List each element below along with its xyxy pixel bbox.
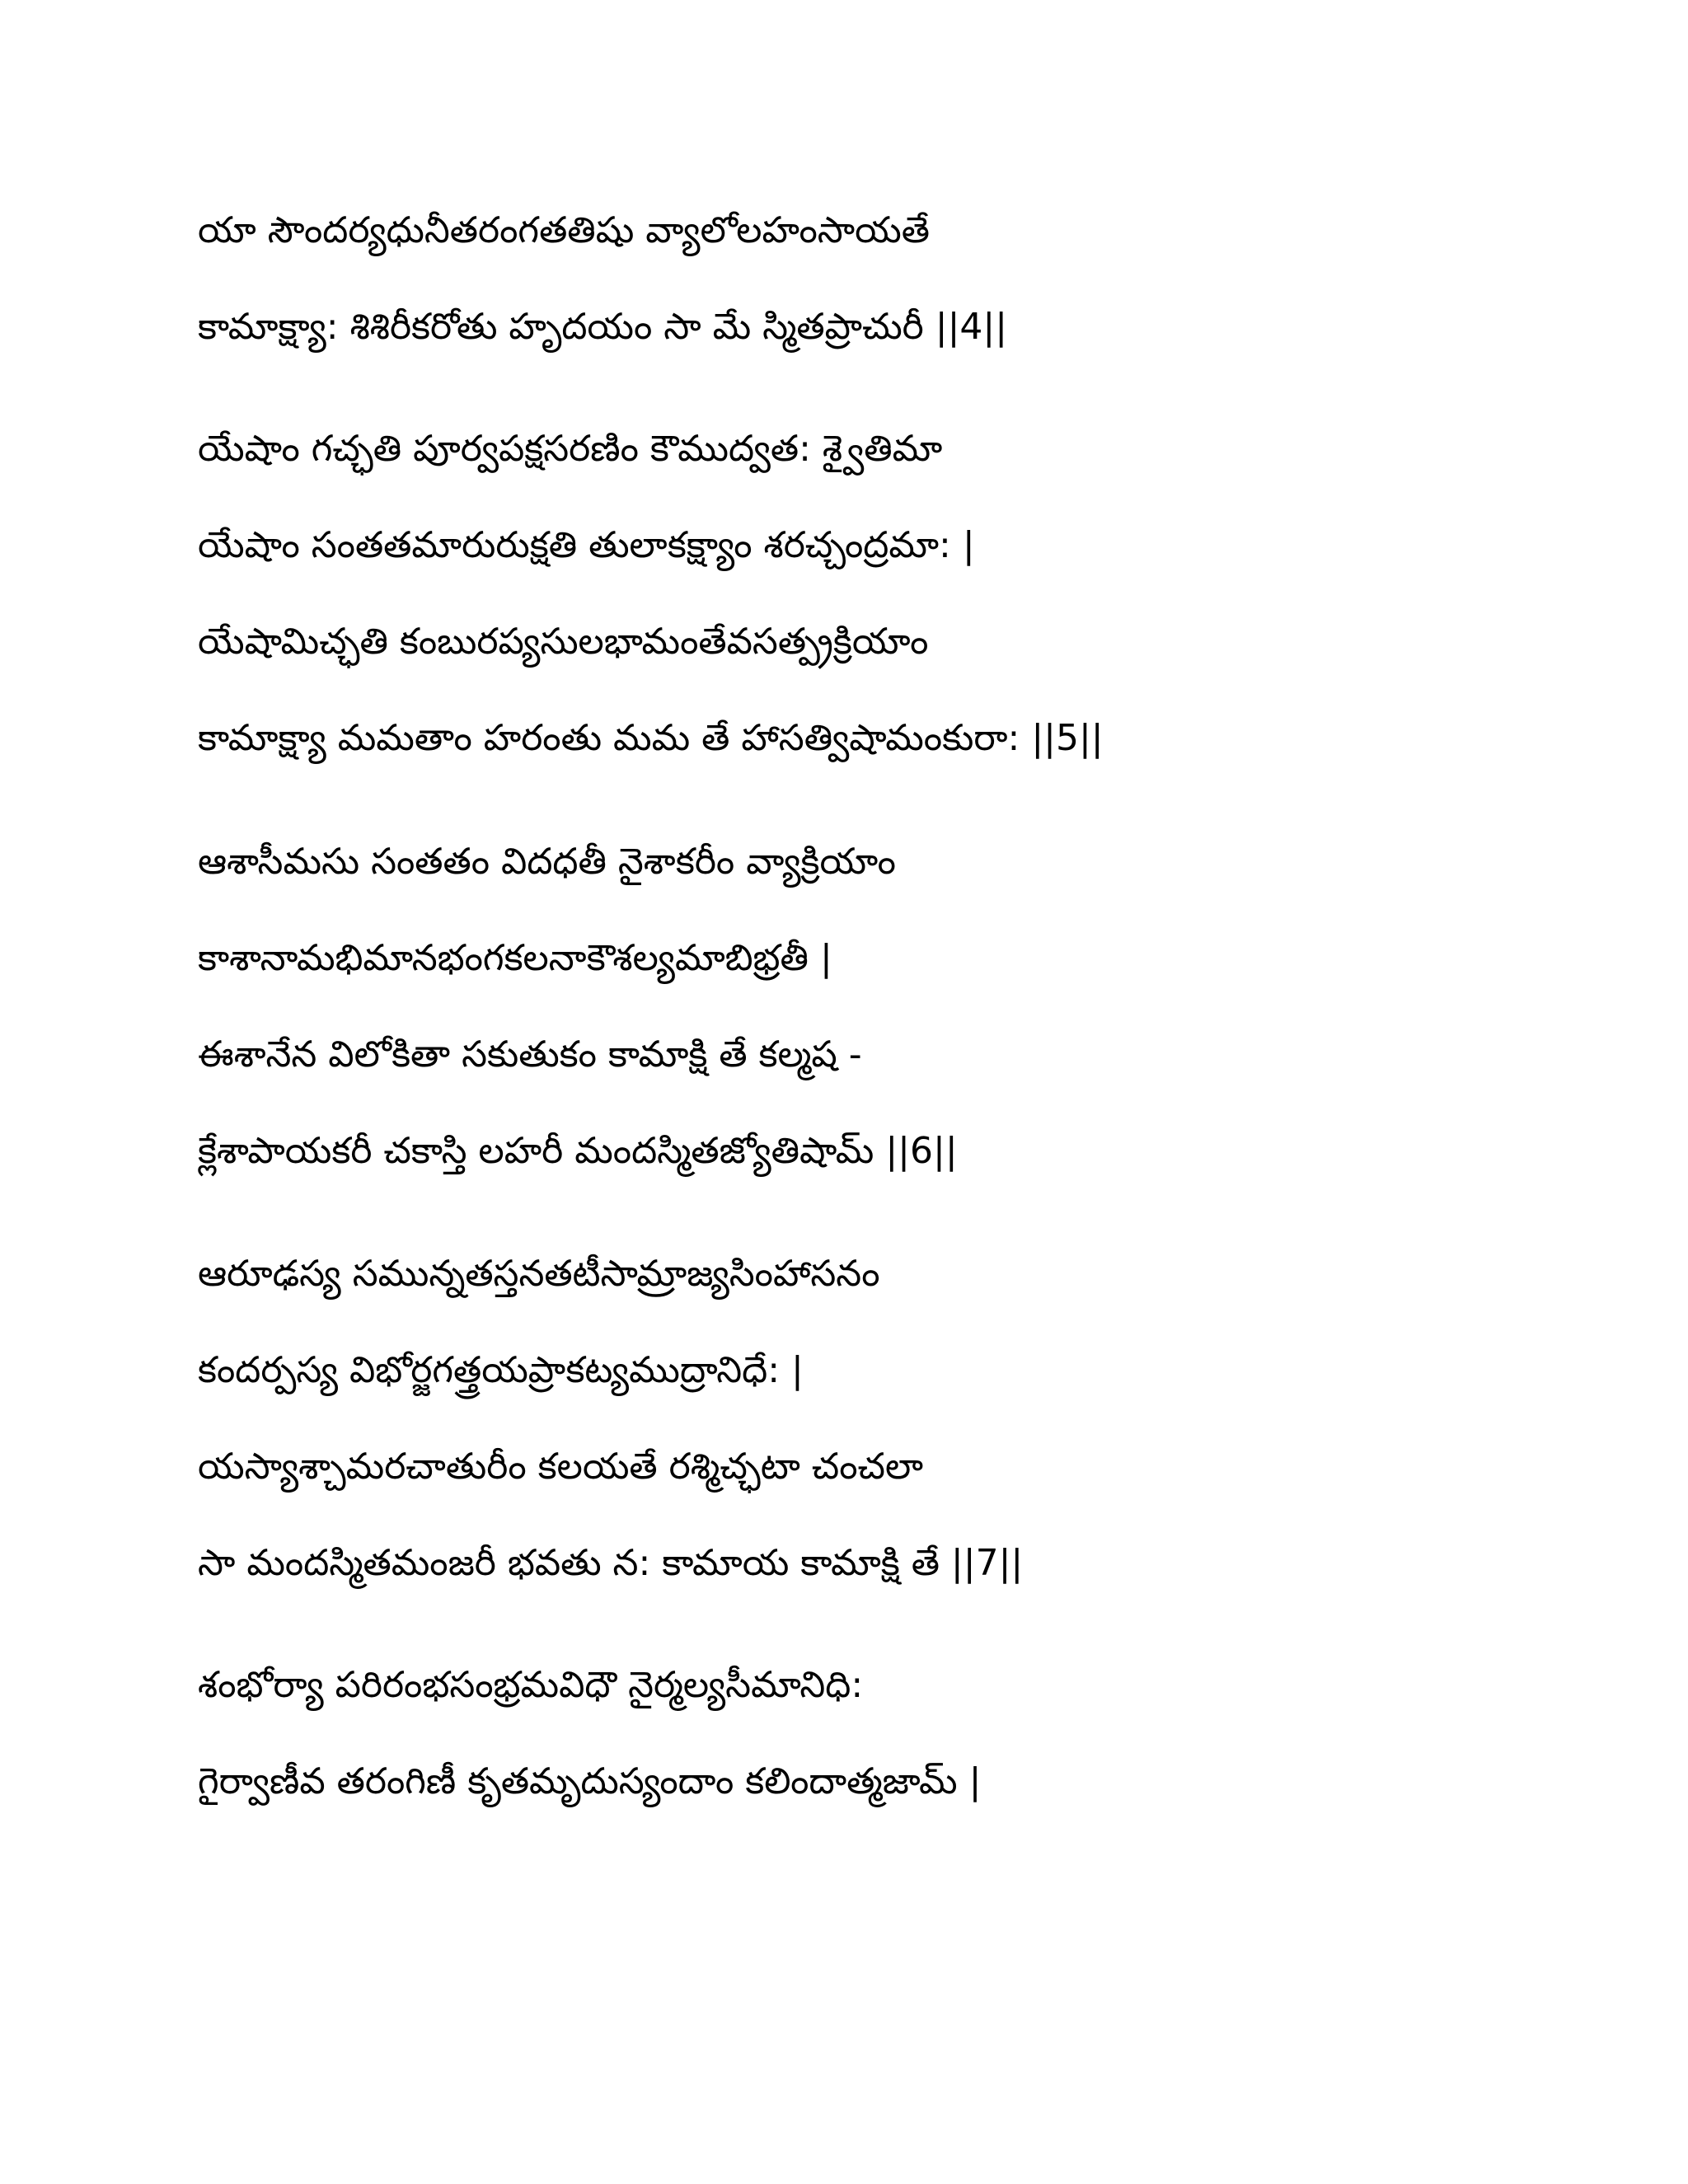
verse-line: యస్యాశ్చామరచాతురీం కలయతే రశ్మిచ్ఛటా చంచలా (198, 1446, 924, 1488)
verse-line: ఈశానేన విలోకితా సకుతుకం కామాక్షి తే కల్మష - (198, 1033, 862, 1076)
verse-line: గైర్వాణీవ తరంగిణీ కృతమృదుస్యందాం కలిందాత్మజామ్ | (198, 1760, 982, 1802)
verse-line: ఆరూఢస్య సమున్నతస్తనతటీసామ్రాజ్యసింహాసనం (198, 1253, 880, 1295)
verse-line: యేషాం సంతతమారురుక్షతి తులాకక్ష్యాం శరచ్చంద్రమా: | (198, 524, 975, 566)
verse-line: క్లేశాపాయకరీ చకాస్తి లహరీ మందస్మితజ్యోతిషామ్ ||6|| (198, 1130, 958, 1172)
verse-line: యేషామిచ్ఛతి కంబురప్యసులభామంతేవసత్ప్రక్రియాం (198, 621, 929, 663)
verse-line: కామాక్ష్యా: శిశిరీకరోతు హృదయం సా మే స్మితప్రాచురీ ||4|| (198, 306, 1008, 348)
verse-line: శంభోర్యా పరిరంభసంభ్రమవిధౌ నైర్మల్యసీమానిధి: (198, 1664, 864, 1706)
verse-line: యేషాం గచ్ఛతి పూర్వపక్షసరణిం కౌముద్వత: శ్వైతిమా (198, 428, 943, 470)
verse-line: ఆశాసీమసు సంతతం విదధతీ నైశాకరీం వ్యాక్రియాం (198, 841, 896, 883)
verse-line: కాశానామభిమానభంగకలనాకౌశల్యమాబిభ్రతీ | (198, 937, 832, 979)
verse-line: సా మందస్మితమంజరీ భవతు న: కామాయ కామాక్షి తే ||7|| (198, 1542, 1024, 1584)
verse-line: కందర్పస్య విభోర్జగత్త్రయప్రాకట్యముద్రానిధే: | (198, 1349, 804, 1391)
verse-line: యా సౌందర్యధునీతరంగతతిషు వ్యాలోలహంసాయతే (198, 209, 930, 251)
verse-line: కామాక్ష్యా మమతాం హరంతు మమ తే హాసత్విషామంకురా: ||5|| (198, 717, 1104, 759)
